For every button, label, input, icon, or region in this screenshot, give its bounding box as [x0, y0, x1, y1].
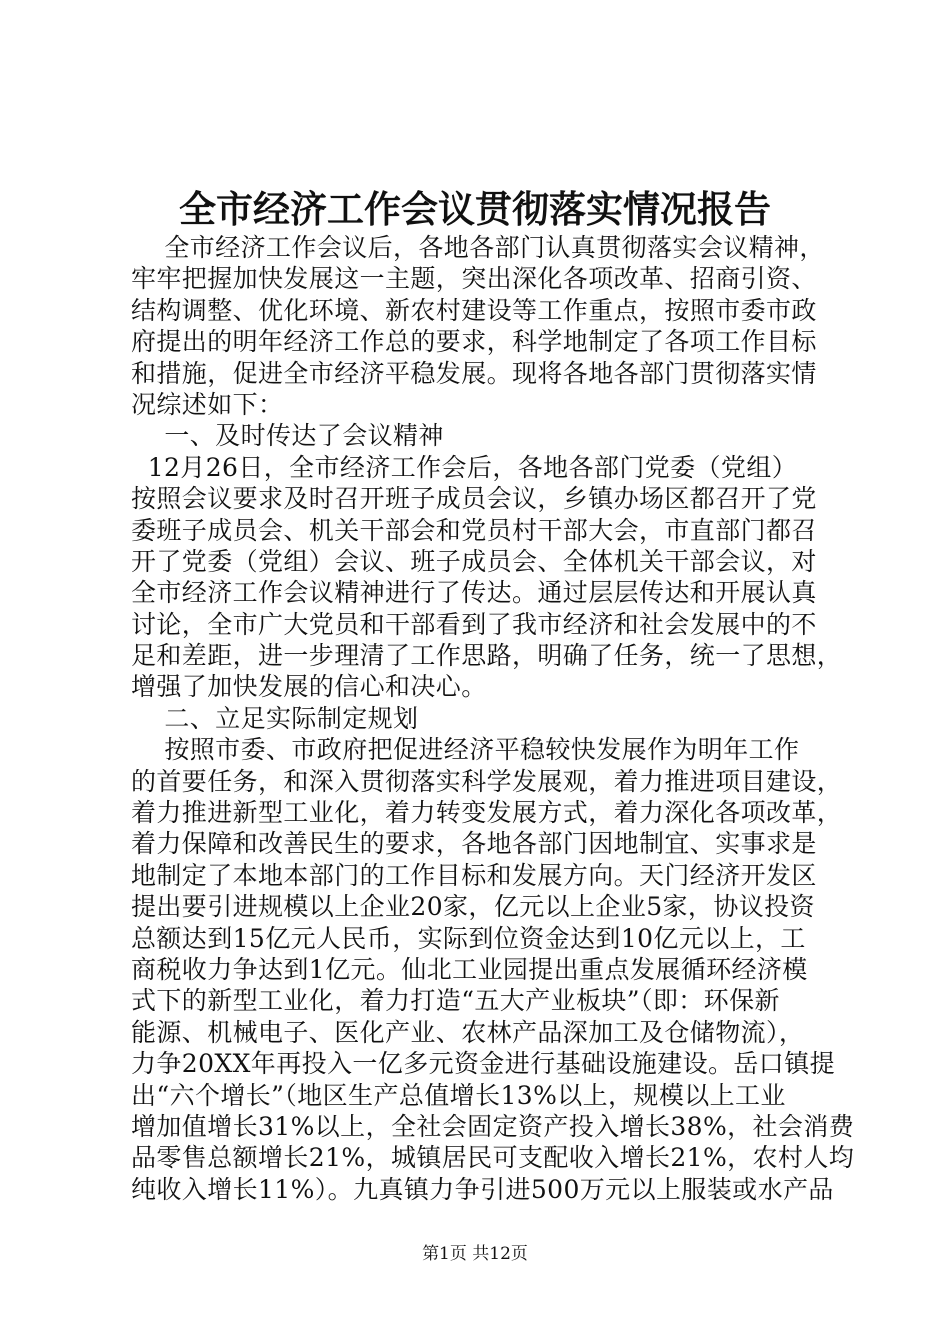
body-line: 品零售总额增长21%，城镇居民可支配收入增长21%，农村人均 — [131, 1143, 855, 1173]
body-line: 着力推进新型工业化，着力转变发展方式，着力深化各项改革， — [131, 798, 843, 828]
body-line: 府提出的明年经济工作总的要求，科学地制定了各项工作目标 — [131, 327, 817, 357]
body-line: 和措施，促进全市经济平稳发展。现将各地各部门贯彻落实情 — [131, 358, 817, 388]
body-line: 商税收力争达到1亿元。仙北工业园提出重点发展循环经济模 — [131, 954, 808, 984]
body-line: 况综述如下： — [131, 389, 284, 419]
document-title: 全市经济工作会议贯彻落实情况报告 — [179, 187, 771, 231]
document-body — [131, 232, 855, 1205]
body-line: 能源、机械电子、医化产业、农林产品深加工及仓储物流）， — [131, 1017, 805, 1047]
body-line: 12月26日，全市经济工作会后，各地各部门党委（党组） — [131, 452, 798, 482]
body-line: 着力保障和改善民生的要求，各地各部门因地制宜、实事求是 — [131, 829, 817, 859]
body-line: 的首要任务，和深入贯彻落实科学发展观，着力推进项目建设， — [131, 766, 843, 796]
section-heading: 二、立足实际制定规划 — [131, 703, 419, 733]
body-line: 增强了加快发展的信心和决心。 — [131, 672, 487, 702]
body-line: 纯收入增长11%）。九真镇力争引进500万元以上服装或水产品 — [131, 1174, 834, 1204]
body-line: 牢牢把握加快发展这一主题，突出深化各项改革、招商引资、 — [131, 264, 817, 294]
body-line: 式下的新型工业化，着力打造“五大产业板块”（即：环保新 — [131, 986, 780, 1016]
body-line: 增加值增长31%以上，全社会固定资产投入增长38%，社会消费 — [131, 1111, 855, 1141]
section-heading: 一、及时传达了会议精神 — [131, 421, 444, 451]
body-line: 委班子成员会、机关干部会和党员村干部大会，市直部门都召 — [131, 515, 817, 545]
body-line: 力争20XX年再投入一亿多元资金进行基础设施建设。岳口镇提 — [131, 1049, 836, 1079]
body-line: 讨论，全市广大党员和干部看到了我市经济和社会发展中的不 — [131, 609, 817, 639]
body-line: 结构调整、优化环境、新农村建设等工作重点，按照市委市政 — [131, 295, 817, 325]
body-line: 按照市委、市政府把促进经济平稳较快发展作为明年工作 — [131, 735, 800, 765]
page-number-footer: 第1页 共12页 — [422, 1244, 528, 1264]
body-line: 地制定了本地本部门的工作目标和发展方向。天门经济开发区 — [131, 860, 817, 890]
body-line: 足和差距，进一步理清了工作思路，明确了任务，统一了思想， — [131, 641, 843, 671]
body-line: 提出要引进规模以上企业20家，亿元以上企业5家，协议投资 — [131, 892, 815, 922]
body-line: 全市经济工作会议后，各地各部门认真贯彻落实会议精神， — [131, 233, 825, 262]
body-line: 出“六个增长”（地区生产总值增长13%以上，规模以上工业 — [131, 1080, 786, 1110]
body-line: 开了党委（党组）会议、班子成员会、全体机关干部会议，对 — [131, 546, 817, 576]
body-line: 全市经济工作会议精神进行了传达。通过层层传达和开展认真 — [131, 578, 817, 608]
body-line: 按照会议要求及时召开班子成员会议，乡镇办场区都召开了党 — [131, 484, 817, 514]
body-line: 总额达到15亿元人民币，实际到位资金达到10亿元以上，工 — [131, 923, 806, 953]
